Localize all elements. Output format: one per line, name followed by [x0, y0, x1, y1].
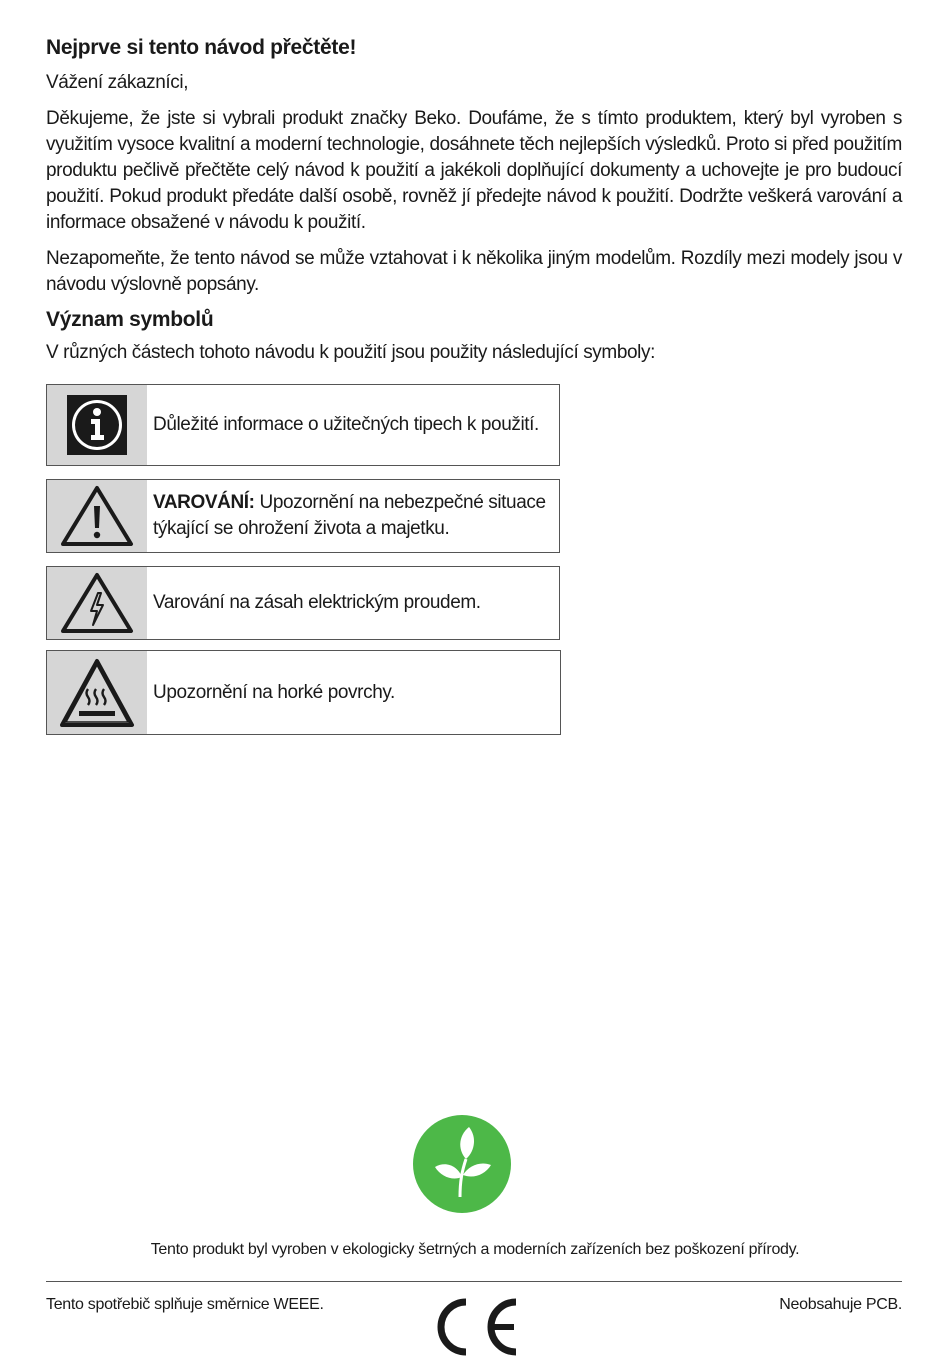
- info-icon: [47, 385, 147, 465]
- intro-section: [46, 36, 902, 376]
- greeting: Vážení zákazníci,: [46, 72, 189, 93]
- electric-shock-icon: [47, 567, 147, 639]
- eco-statement: Tento produkt byl vyroben v ekologicky šetrných a moderních zařízeních bez poškození přírody.: [150, 1241, 800, 1258]
- page-title: Nejprve si tento návod přečtěte!: [46, 36, 357, 59]
- leaf-icon: [413, 1115, 511, 1213]
- ce-mark-icon: [430, 1294, 520, 1358]
- symbols-intro: V různých částech tohoto návodu k použití jsou použity následující symboly:: [46, 342, 655, 363]
- symbol-text: Varování na zásah elektrickým proudem.: [153, 592, 481, 613]
- weee-statement: Tento spotřebič splňuje směrnice WEEE.: [46, 1296, 324, 1313]
- symbol-row-electric: [46, 566, 560, 640]
- symbol-text: Upozornění na horké povrchy.: [153, 681, 395, 703]
- symbol-row-warning: [46, 479, 560, 553]
- footer-divider: [46, 1281, 902, 1282]
- symbol-row-info: [46, 384, 560, 466]
- pcb-statement: Neobsahuje PCB.: [779, 1296, 902, 1313]
- intro-paragraph-2: Nezapomeňte, že tento návod se může vztahovat i k několika jiným modelům. Rozdíly mezi modely jsou v návodu výslovně popsány.: [46, 248, 902, 295]
- warning-label: VAROVÁNÍ:: [153, 492, 255, 513]
- hot-surface-icon: [47, 651, 147, 734]
- warning-icon: [47, 480, 147, 552]
- symbols-heading: Význam symbolů: [46, 308, 214, 331]
- symbol-row-hot-surface: [46, 650, 561, 735]
- symbol-text: Důležité informace o užitečných tipech k použití.: [153, 414, 539, 435]
- intro-paragraph-1: Děkujeme, že jste si vybrali produkt značky Beko. Doufáme, že s tímto produktem, který byl vyroben s využitím vysoce kvalitní a moderní technologie, dosáhnete těch nejlepších výsledků. Proto si před použitím produktu pečlivě přečtěte celý návod k použití a jakékoli doplňující dokumenty a uchovejte je pro budoucí použití. Pokud produkt předáte další osobě, rovněž jí předejte návod k použití. Dodržte veškerá varování a informace obsažené v návodu k použití.: [46, 108, 902, 233]
- symbol-text: Upozornění na nebezpečné situace týkající se ohrožení života a majetku.: [153, 492, 546, 539]
